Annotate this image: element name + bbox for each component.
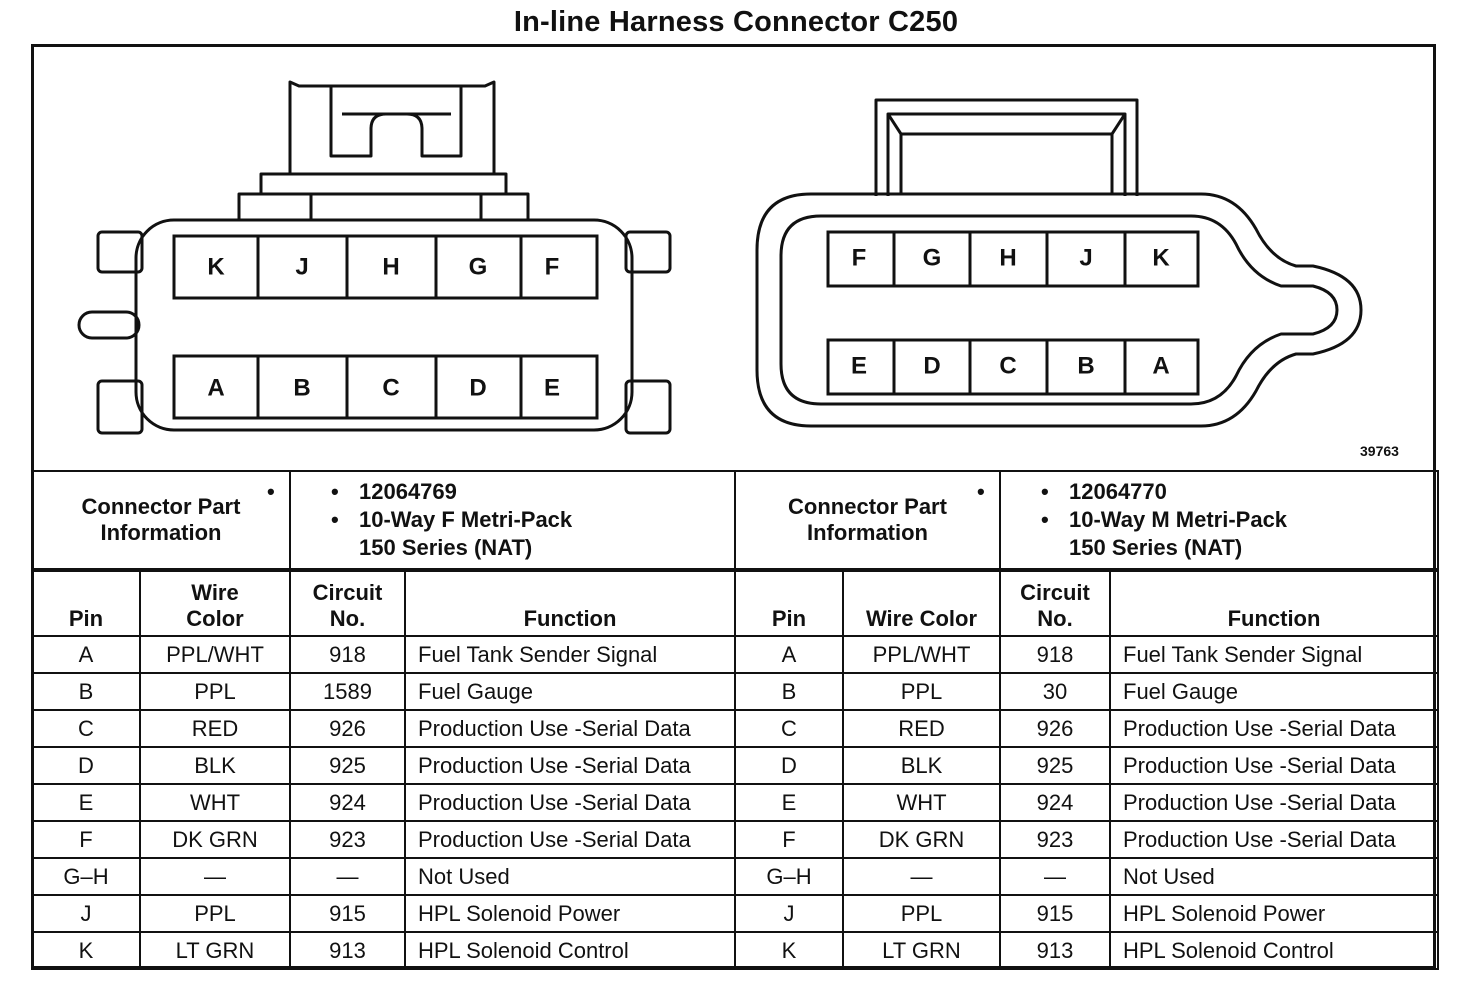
pin-label: A [1152,352,1170,380]
cell-pin: G–H [32,858,140,895]
pin-label: K [207,253,225,281]
cell-function: HPL Solenoid Control [405,932,735,969]
col-header-pin: Pin [735,571,843,636]
cell-function: Production Use -Serial Data [405,710,735,747]
left-part-details [290,471,735,569]
cell-wire-color: RED [140,710,290,747]
pin-label: C [382,374,400,402]
pin-label: K [1152,244,1170,272]
cell-pin: D [735,747,843,784]
cell-function: Fuel Tank Sender Signal [405,636,735,673]
cell-function: Fuel Tank Sender Signal [1110,636,1438,673]
cell-circuit: 918 [1000,636,1110,673]
table-row [32,858,1438,895]
table-row [32,932,1438,969]
cell-circuit: 926 [290,710,405,747]
cell-circuit: 1589 [290,673,405,710]
cell-function: Not Used [1110,858,1438,895]
cell-pin: E [32,784,140,821]
table-row [32,710,1438,747]
cell-pin: F [32,821,140,858]
cell-pin: C [32,710,140,747]
cell-function: Production Use -Serial Data [405,784,735,821]
cell-wire-color: PPL [843,673,1000,710]
cell-pin: G–H [735,858,843,895]
cell-wire-color: WHT [140,784,290,821]
pin-label: C [999,352,1017,380]
cell-pin: E [735,784,843,821]
cell-function: Production Use -Serial Data [1110,784,1438,821]
pin-label: F [851,244,867,272]
cell-circuit: 925 [290,747,405,784]
connector-drawing-area [31,44,1436,472]
cell-pin: B [735,673,843,710]
table-row [32,747,1438,784]
cell-function: Fuel Gauge [1110,673,1438,710]
col-header-wire-color: Wire Color [843,571,1000,636]
cell-pin: A [32,636,140,673]
part-description: • 10-Way M Metri-Pack 150 Series (NAT) [1041,507,1288,560]
cell-wire-color: LT GRN [843,932,1000,969]
cell-function: HPL Solenoid Power [405,895,735,932]
col-header-function: Function [1110,571,1438,636]
cell-wire-color: PPL/WHT [843,636,1000,673]
cell-function: Production Use -Serial Data [1110,821,1438,858]
cell-circuit: 924 [1000,784,1110,821]
pin-label: H [382,253,400,281]
right-part-details [1000,471,1438,569]
cell-wire-color: PPL [140,673,290,710]
pin-label: F [544,253,560,281]
cell-pin: B [32,673,140,710]
cell-circuit: 915 [1000,895,1110,932]
cell-wire-color: WHT [843,784,1000,821]
figure-number: 39763 [1360,443,1399,459]
table-row [32,895,1438,932]
pin-label: G [922,244,942,272]
pin-label: D [469,374,487,402]
cell-wire-color: PPL [843,895,1000,932]
table-row [32,673,1438,710]
connector-part-info-label: Connector Part Information [735,471,1000,569]
pin-label: J [1079,244,1093,272]
table-header-row [32,571,1438,636]
cell-wire-color: DK GRN [843,821,1000,858]
cell-wire-color: PPL [140,895,290,932]
cell-function: Production Use -Serial Data [1110,710,1438,747]
male-connector [757,100,1361,426]
pin-label: E [543,374,561,402]
col-header-circuit: Circuit No. [1000,571,1110,636]
cell-pin: A [735,636,843,673]
cell-function: Production Use -Serial Data [1110,747,1438,784]
cell-circuit: — [290,858,405,895]
cell-pin: J [735,895,843,932]
cell-pin: K [735,932,843,969]
pin-label: A [207,374,225,402]
female-connector [79,82,670,433]
cell-function: HPL Solenoid Control [1110,932,1438,969]
part-number: • • 12064770 [1041,479,1167,504]
col-header-circuit: Circuit No. [290,571,405,636]
pin-label: B [293,374,311,402]
col-header-pin: Pin [32,571,140,636]
col-header-function: Function [405,571,735,636]
connector-info-table [31,470,1439,570]
cell-circuit: 913 [290,932,405,969]
cell-function: Fuel Gauge [405,673,735,710]
cell-circuit: 923 [290,821,405,858]
connector-part-info-label: Connector Part Information [32,471,290,569]
part-description: • 10-Way F Metri-Pack 150 Series (NAT) [331,507,573,560]
table-row [32,821,1438,858]
cell-function: Not Used [405,858,735,895]
cell-wire-color: — [140,858,290,895]
cell-wire-color: DK GRN [140,821,290,858]
cell-wire-color: LT GRN [140,932,290,969]
cell-circuit: 923 [1000,821,1110,858]
cell-pin: J [32,895,140,932]
cell-function: Production Use -Serial Data [405,747,735,784]
cell-pin: D [32,747,140,784]
pin-label: B [1077,352,1095,380]
pin-label: E [850,352,868,380]
cell-circuit: 925 [1000,747,1110,784]
cell-circuit: 926 [1000,710,1110,747]
cell-wire-color: BLK [140,747,290,784]
table-row [32,784,1438,821]
cell-circuit: 913 [1000,932,1110,969]
pin-label: D [923,352,941,380]
cell-wire-color: RED [843,710,1000,747]
page-title: In-line Harness Connector C250 [513,6,959,38]
cell-function: HPL Solenoid Power [1110,895,1438,932]
table-row [32,636,1438,673]
pin-label: G [468,253,488,281]
cell-circuit: 924 [290,784,405,821]
cell-wire-color: — [843,858,1000,895]
cell-wire-color: PPL/WHT [140,636,290,673]
cell-pin: F [735,821,843,858]
pinout-table [31,570,1439,970]
part-number: • • 12064769 [331,479,457,504]
cell-function: Production Use -Serial Data [405,821,735,858]
col-header-wire-color: Wire Color [140,571,290,636]
cell-circuit: 915 [290,895,405,932]
cell-circuit: — [1000,858,1110,895]
cell-pin: C [735,710,843,747]
cell-wire-color: BLK [843,747,1000,784]
pin-label: J [295,253,309,281]
cell-circuit: 918 [290,636,405,673]
cell-pin: K [32,932,140,969]
cell-circuit: 30 [1000,673,1110,710]
pin-label: H [999,244,1017,272]
